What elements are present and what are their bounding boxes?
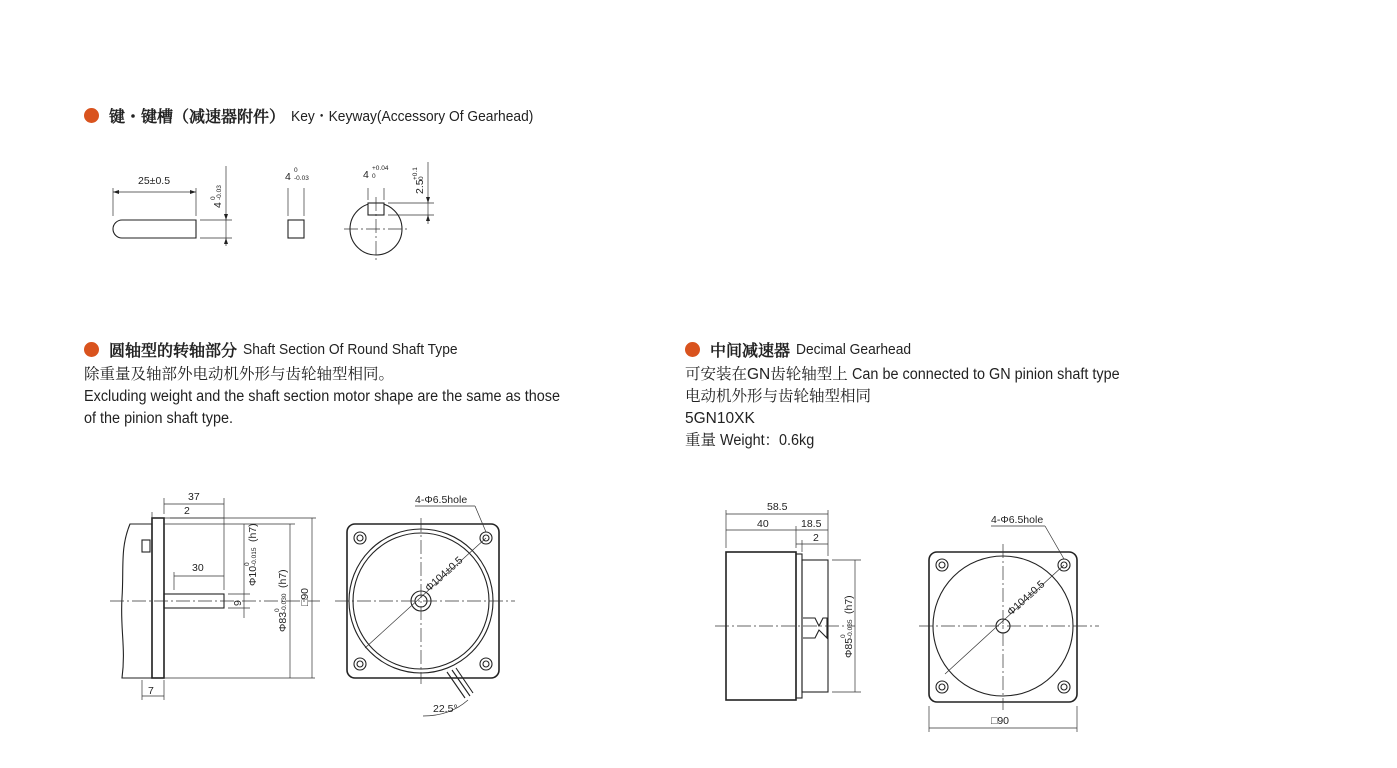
pilot-dia-label: Φ83	[277, 611, 289, 632]
svg-text:0: 0	[294, 167, 298, 174]
pcd-label: Φ104±0.5	[422, 554, 466, 595]
dim-40-label: 40	[757, 518, 769, 530]
round-shaft-desc-en-2: of the pinion shaft type.	[84, 410, 234, 427]
key-side-outline	[113, 220, 196, 238]
decimal-side-drawing	[715, 496, 875, 716]
decimal-desc	[685, 364, 1140, 452]
mount-hole	[1058, 681, 1070, 693]
bullet-dot-icon	[84, 342, 99, 357]
mount-hole	[936, 681, 948, 693]
round-shaft-title-cn: 圆轴型的转轴部分	[109, 343, 238, 360]
dim-18-5-label: 18.5	[801, 518, 822, 530]
round-shaft-desc-en-1: Excluding weight and the shaft section motor shape are the same as those	[84, 388, 560, 405]
svg-text:+0.04: +0.04	[372, 165, 389, 172]
mount-hole	[480, 658, 492, 670]
decimal-square-label: □90	[991, 715, 1010, 727]
key-height-label: 4	[212, 202, 224, 208]
decimal-desc-2-cn: 电动机外形与齿轮轴型相同	[685, 388, 872, 405]
key-title-cn: 键・键槽（减速器附件）	[109, 109, 286, 126]
dim-37-label: 37	[188, 491, 200, 503]
round-shaft-desc-cn: 除重量及轴部外电动机外形与齿轮轴型相同。	[84, 366, 395, 383]
svg-text:(h7): (h7)	[277, 569, 289, 588]
shaft-dia-label: Φ10	[247, 565, 259, 586]
decimal-desc-1-en: Can be connected to GN pinion shaft type	[852, 366, 1120, 383]
key-end-outline	[288, 220, 304, 238]
bullet-dot-icon	[84, 108, 99, 123]
decimal-title-cn: 中间减速器	[710, 343, 791, 360]
round-shaft-desc	[84, 364, 596, 430]
svg-text:-0.035: -0.035	[847, 619, 854, 638]
keyway-depth-label: 2.5	[414, 179, 426, 194]
svg-text:(h7): (h7)	[843, 595, 855, 614]
key-title-en: Key・Keyway(Accessory Of Gearhead)	[291, 108, 534, 125]
mount-hole	[354, 658, 366, 670]
mount-hole	[354, 532, 366, 544]
svg-text:-0.030: -0.030	[281, 593, 288, 612]
decimal-gearhead-heading	[685, 338, 921, 361]
dim-2-label: 2	[184, 505, 190, 517]
svg-text:-0.03: -0.03	[294, 175, 309, 182]
lead-wires	[447, 668, 473, 698]
angle-label: 22.5°	[433, 703, 458, 715]
dim-9-label: 9	[232, 600, 244, 606]
round-shaft-front-drawing	[335, 488, 535, 728]
svg-text:0: 0	[210, 196, 217, 200]
svg-text:-0.03: -0.03	[216, 185, 223, 200]
round-shaft-heading	[84, 338, 476, 361]
mounting-flange	[152, 518, 164, 678]
decimal-model: 5GN10XK	[685, 410, 755, 427]
decimal-title-en: Decimal Gearhead	[796, 341, 912, 358]
svg-text:0: 0	[244, 562, 251, 566]
svg-text:0: 0	[372, 173, 376, 180]
svg-text:-0.015: -0.015	[251, 547, 258, 566]
mount-hole	[936, 559, 948, 571]
dim-30-label: 30	[192, 562, 204, 574]
key-width-label: 4	[285, 171, 291, 183]
key-section-heading	[84, 104, 554, 127]
svg-text:0: 0	[274, 608, 281, 612]
decimal-pcd-label: Φ104±0.5	[1004, 578, 1048, 619]
decimal-front-drawing	[915, 508, 1115, 738]
svg-text:0: 0	[840, 634, 847, 638]
svg-text:+0.1: +0.1	[412, 167, 419, 180]
bullet-dot-icon	[685, 342, 700, 357]
pinion-gear	[803, 618, 827, 638]
decimal-pilot-label: Φ85	[843, 637, 855, 658]
round-shaft-title-en: Shaft Section Of Round Shaft Type	[243, 341, 458, 358]
holes-label: 4-Φ6.5hole	[415, 494, 468, 506]
dim-58-5-label: 58.5	[767, 501, 788, 513]
decimal-holes-label: 4-Φ6.5hole	[991, 514, 1044, 526]
round-shaft-side-drawing	[110, 488, 320, 728]
key-keyway-drawing	[100, 158, 460, 268]
decimal-weight-en: Weight：0.6kg	[720, 432, 815, 449]
keyway-width-label: 4	[363, 169, 369, 181]
decimal-desc-1-cn: 可安装在GN齿轮轴型上	[685, 366, 848, 383]
svg-text:0: 0	[418, 176, 425, 180]
key-length-label: 25±0.5	[138, 175, 171, 187]
dim-2-label: 2	[813, 532, 819, 544]
dim-7-label: 7	[148, 685, 154, 697]
decimal-weight-cn: 重量	[685, 432, 717, 449]
svg-text:(h7): (h7)	[247, 523, 259, 542]
square-90-label: □90	[299, 587, 311, 606]
